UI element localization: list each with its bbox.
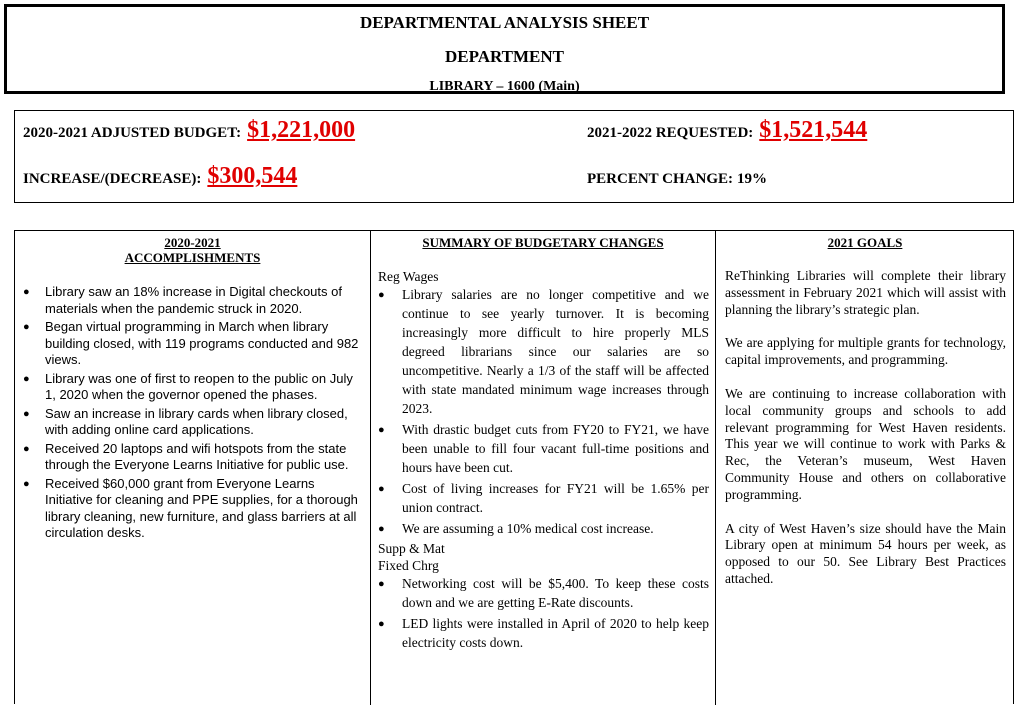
- budgetary-changes-column: [371, 231, 716, 705]
- department-label: DEPARTMENT: [444, 47, 565, 66]
- list-item: ● Library was one of first to reopen to the public on July 1, 2020 when the governor opened the phases.: [23, 370, 353, 402]
- bullet-icon: ●: [378, 523, 385, 535]
- list-item: ● LED lights were installed in April of 2020 to help keep electricity costs down.: [378, 616, 709, 650]
- list-item: ● We are assuming a 10% medical cost increase.: [378, 519, 709, 538]
- accomplishments-list: [15, 284, 370, 542]
- percent-change-value: 19%: [737, 171, 767, 187]
- list-item: ● Received 20 laptops and wifi hotspots from the state through the Everyone Learns Initiative for public use.: [23, 440, 349, 472]
- percent-change-label: PERCENT CHANGE:: [587, 171, 733, 187]
- header-box: [4, 4, 1005, 94]
- percent-change-line: [587, 171, 767, 188]
- list-item: ● Received $60,000 grant from Everyone Learns Initiative for cleaning and PPE supplies, for a thorough library cleaning, new furniture, and glass barriers at all circulation desks.: [23, 475, 358, 540]
- bullet-icon: ●: [378, 424, 385, 436]
- fixed-chrg-list: [378, 574, 709, 652]
- bullet-icon: ●: [378, 483, 385, 495]
- bullet-icon: ●: [23, 442, 30, 455]
- requested-budget-label: 2021-2022 REQUESTED:: [587, 125, 754, 141]
- increase-label: INCREASE/(DECREASE):: [23, 171, 202, 187]
- accomplishments-heading-year: 2020-2021: [164, 235, 221, 250]
- bullet-icon: ●: [23, 407, 30, 420]
- adjusted-budget-line: [23, 117, 355, 144]
- supp-mat-category: Supp & Mat: [378, 541, 445, 556]
- list-item: ● Networking cost will be $5,400. To keep these costs down and we are getting E-Rate discounts.: [378, 576, 709, 610]
- budgetary-changes-heading: SUMMARY OF BUDGETARY CHANGES: [422, 235, 664, 250]
- list-item: ● With drastic budget cuts from FY20 to FY21, we have been unable to fill four vacant full-time positions and hours have been cut.: [378, 422, 709, 475]
- goals-column: [716, 231, 1014, 705]
- goal-paragraph: A city of West Haven’s size should have the Main Library open at minimum 54 hours per week, as opposed to our 50. See Library Best Practices attached.: [725, 520, 1006, 586]
- adjusted-budget-label: 2020-2021 ADJUSTED BUDGET:: [23, 125, 242, 141]
- bullet-icon: ●: [378, 618, 385, 630]
- accomplishments-heading-title: ACCOMPLISHMENTS: [124, 250, 261, 265]
- bullet-icon: ●: [378, 289, 385, 301]
- goal-paragraph: We are continuing to increase collaboration with local community groups and schools to add relevant programming for West Haven residents. This year we will continue to work with Parks & Rec, the Veteran’s museum, West Haven Community House and others on collaborative programming.: [725, 385, 1006, 502]
- list-item: ● Saw an increase in library cards when library closed, with adding online card applications.: [23, 405, 348, 437]
- goal-paragraph: We are applying for multiple grants for technology, capital improvements, and programming.: [725, 335, 1006, 368]
- adjusted-budget-value: $1,221,000: [247, 117, 356, 143]
- requested-budget-value: $1,521,544: [759, 117, 868, 143]
- requested-budget-line: [587, 117, 867, 144]
- bullet-icon: ●: [23, 372, 30, 385]
- list-item: ● Cost of living increases for FY21 will be 1.65% per union contract.: [378, 481, 709, 515]
- budget-summary-box: [14, 110, 1014, 203]
- list-item: ● Began virtual programming in March when library building closed, with 119 programs conducted and 982 views.: [23, 319, 359, 367]
- fixed-chrg-category: Fixed Chrg: [378, 558, 439, 573]
- accomplishments-heading: [15, 235, 370, 265]
- reg-wages-category: Reg Wages: [378, 269, 439, 284]
- bullet-icon: ●: [23, 286, 30, 298]
- goal-paragraph: ReThinking Libraries will complete their library assessment in February 2021 which will assist with planning the library’s strategic plan.: [725, 268, 1006, 317]
- bullet-icon: ●: [23, 477, 30, 490]
- list-item: ● Library salaries are no longer competitive and we continue to see yearly turnover. It is becoming increasingly more difficult to hire properly MLS degreed librarians since our salaries are so uncompetitive. Nearly a 1/3 of the staff will be affected with state mandated minimum wage increases through 2023.: [378, 287, 709, 416]
- bullet-icon: ●: [378, 578, 385, 590]
- bullet-icon: ●: [23, 321, 30, 333]
- increase-value: $300,544: [207, 163, 298, 189]
- sheet-title: DEPARTMENTAL ANALYSIS SHEET: [359, 13, 650, 32]
- list-item: ● Library saw an 18% increase in Digital checkouts of materials when the pandemic struck in 2020.: [23, 284, 342, 316]
- accomplishments-column: [15, 231, 371, 705]
- department-name: LIBRARY – 1600 (Main): [429, 79, 580, 94]
- reg-wages-list: [378, 285, 709, 538]
- increase-line: [23, 163, 297, 190]
- goals-heading: 2021 GOALS: [827, 235, 903, 250]
- analysis-table: [14, 230, 1014, 704]
